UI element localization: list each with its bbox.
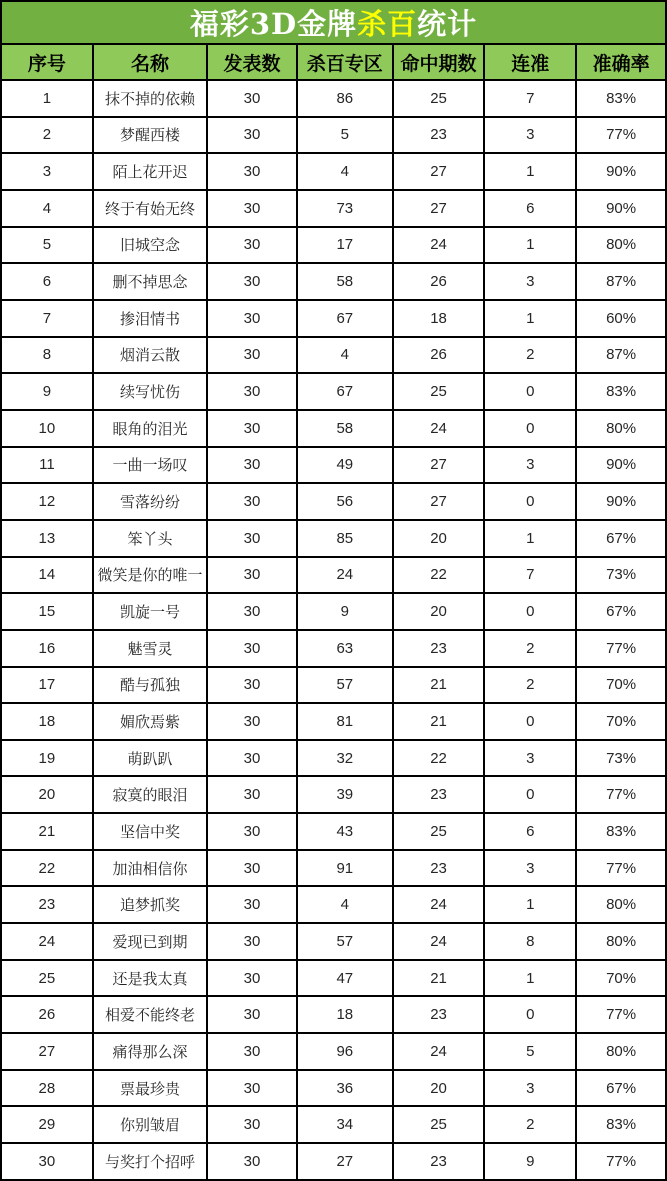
cell-hit-periods: 23 (393, 850, 485, 887)
cell-kill-hundred-zone: 27 (297, 1143, 393, 1180)
cell-accuracy: 83% (576, 1106, 666, 1143)
cell-hit-periods: 21 (393, 667, 485, 704)
cell-index: 5 (1, 227, 93, 264)
cell-accuracy: 77% (576, 117, 666, 154)
cell-hit-periods: 25 (393, 1106, 485, 1143)
cell-name: 梦醒西楼 (93, 117, 207, 154)
cell-index: 20 (1, 776, 93, 813)
cell-hit-periods: 18 (393, 300, 485, 337)
cell-index: 15 (1, 593, 93, 630)
table-row (1, 483, 666, 520)
cell-consecutive-hits: 0 (484, 996, 576, 1033)
cell-kill-hundred-zone: 17 (297, 227, 393, 264)
table-row (1, 373, 666, 410)
cell-published-count: 30 (207, 447, 297, 484)
table-row (1, 227, 666, 264)
cell-published-count: 30 (207, 850, 297, 887)
cell-consecutive-hits: 3 (484, 447, 576, 484)
cell-index: 25 (1, 960, 93, 997)
cell-published-count: 30 (207, 520, 297, 557)
cell-consecutive-hits: 1 (484, 960, 576, 997)
cell-index: 9 (1, 373, 93, 410)
title-suffix: 统计 (417, 7, 478, 41)
cell-index: 22 (1, 850, 93, 887)
table-row (1, 520, 666, 557)
cell-index: 24 (1, 923, 93, 960)
cell-kill-hundred-zone: 63 (297, 630, 393, 667)
cell-accuracy: 67% (576, 1070, 666, 1107)
cell-kill-hundred-zone: 49 (297, 447, 393, 484)
cell-published-count: 30 (207, 703, 297, 740)
cell-index: 23 (1, 886, 93, 923)
table-row (1, 337, 666, 374)
cell-published-count: 30 (207, 593, 297, 630)
cell-name: 加油相信你 (93, 850, 207, 887)
cell-consecutive-hits: 0 (484, 410, 576, 447)
cell-consecutive-hits: 3 (484, 1070, 576, 1107)
cell-kill-hundred-zone: 43 (297, 813, 393, 850)
table-row (1, 1033, 666, 1070)
cell-published-count: 30 (207, 300, 297, 337)
cell-hit-periods: 22 (393, 740, 485, 777)
cell-accuracy: 60% (576, 300, 666, 337)
cell-name: 媚欣焉紫 (93, 703, 207, 740)
cell-published-count: 30 (207, 557, 297, 594)
column-header-accuracy: 准确率 (576, 44, 666, 80)
cell-name: 凯旋一号 (93, 593, 207, 630)
column-header-published-count: 发表数 (207, 44, 297, 80)
cell-index: 2 (1, 117, 93, 154)
cell-accuracy: 73% (576, 740, 666, 777)
cell-consecutive-hits: 3 (484, 263, 576, 300)
cell-accuracy: 73% (576, 557, 666, 594)
cell-published-count: 30 (207, 813, 297, 850)
cell-accuracy: 77% (576, 776, 666, 813)
cell-name: 魅雪灵 (93, 630, 207, 667)
cell-hit-periods: 24 (393, 923, 485, 960)
cell-hit-periods: 27 (393, 447, 485, 484)
cell-index: 8 (1, 337, 93, 374)
cell-published-count: 30 (207, 740, 297, 777)
cell-kill-hundred-zone: 57 (297, 667, 393, 704)
cell-kill-hundred-zone: 32 (297, 740, 393, 777)
table-row (1, 776, 666, 813)
cell-consecutive-hits: 8 (484, 923, 576, 960)
cell-published-count: 30 (207, 1143, 297, 1180)
cell-consecutive-hits: 6 (484, 190, 576, 227)
cell-consecutive-hits: 3 (484, 117, 576, 154)
cell-name: 笨丫头 (93, 520, 207, 557)
cell-published-count: 30 (207, 667, 297, 704)
cell-published-count: 30 (207, 483, 297, 520)
table-row (1, 667, 666, 704)
table-row (1, 300, 666, 337)
cell-index: 30 (1, 1143, 93, 1180)
cell-kill-hundred-zone: 34 (297, 1106, 393, 1143)
cell-accuracy: 90% (576, 447, 666, 484)
column-header-row (1, 44, 666, 80)
cell-name: 还是我太真 (93, 960, 207, 997)
column-header-kill-hundred-zone: 杀百专区 (297, 44, 393, 80)
cell-name: 票最珍贵 (93, 1070, 207, 1107)
table-row (1, 593, 666, 630)
cell-hit-periods: 23 (393, 117, 485, 154)
cell-published-count: 30 (207, 923, 297, 960)
column-header-index: 序号 (1, 44, 93, 80)
cell-kill-hundred-zone: 58 (297, 410, 393, 447)
cell-kill-hundred-zone: 67 (297, 300, 393, 337)
cell-kill-hundred-zone: 58 (297, 263, 393, 300)
table-row (1, 1070, 666, 1107)
cell-hit-periods: 20 (393, 520, 485, 557)
cell-published-count: 30 (207, 1070, 297, 1107)
cell-hit-periods: 26 (393, 337, 485, 374)
cell-consecutive-hits: 2 (484, 630, 576, 667)
cell-name: 眼角的泪光 (93, 410, 207, 447)
cell-index: 11 (1, 447, 93, 484)
cell-index: 28 (1, 1070, 93, 1107)
cell-accuracy: 83% (576, 813, 666, 850)
cell-published-count: 30 (207, 960, 297, 997)
table-row (1, 1143, 666, 1180)
cell-published-count: 30 (207, 153, 297, 190)
table-row (1, 410, 666, 447)
cell-name: 寂寞的眼泪 (93, 776, 207, 813)
table-row (1, 557, 666, 594)
cell-accuracy: 90% (576, 153, 666, 190)
cell-consecutive-hits: 0 (484, 776, 576, 813)
table-row (1, 850, 666, 887)
cell-accuracy: 80% (576, 1033, 666, 1070)
cell-index: 19 (1, 740, 93, 777)
cell-consecutive-hits: 2 (484, 337, 576, 374)
cell-name: 续写忧伤 (93, 373, 207, 410)
cell-index: 29 (1, 1106, 93, 1143)
cell-index: 21 (1, 813, 93, 850)
cell-kill-hundred-zone: 24 (297, 557, 393, 594)
table-row (1, 703, 666, 740)
cell-hit-periods: 24 (393, 886, 485, 923)
cell-accuracy: 80% (576, 227, 666, 264)
cell-index: 1 (1, 80, 93, 117)
cell-name: 爱现已到期 (93, 923, 207, 960)
cell-hit-periods: 21 (393, 703, 485, 740)
table-row (1, 886, 666, 923)
cell-consecutive-hits: 3 (484, 850, 576, 887)
cell-index: 6 (1, 263, 93, 300)
table-row (1, 80, 666, 117)
cell-kill-hundred-zone: 47 (297, 960, 393, 997)
cell-consecutive-hits: 0 (484, 483, 576, 520)
cell-published-count: 30 (207, 227, 297, 264)
cell-consecutive-hits: 5 (484, 1033, 576, 1070)
cell-accuracy: 77% (576, 630, 666, 667)
cell-name: 删不掉思念 (93, 263, 207, 300)
cell-published-count: 30 (207, 1033, 297, 1070)
cell-name: 终于有始无终 (93, 190, 207, 227)
cell-hit-periods: 25 (393, 80, 485, 117)
cell-consecutive-hits: 9 (484, 1143, 576, 1180)
cell-hit-periods: 25 (393, 813, 485, 850)
cell-name: 酷与孤独 (93, 667, 207, 704)
cell-hit-periods: 24 (393, 1033, 485, 1070)
cell-consecutive-hits: 7 (484, 80, 576, 117)
table-row (1, 190, 666, 227)
cell-consecutive-hits: 1 (484, 300, 576, 337)
cell-accuracy: 90% (576, 483, 666, 520)
cell-kill-hundred-zone: 4 (297, 153, 393, 190)
cell-consecutive-hits: 6 (484, 813, 576, 850)
cell-hit-periods: 27 (393, 483, 485, 520)
cell-hit-periods: 23 (393, 776, 485, 813)
cell-name: 旧城空念 (93, 227, 207, 264)
cell-published-count: 30 (207, 410, 297, 447)
cell-hit-periods: 22 (393, 557, 485, 594)
cell-hit-periods: 20 (393, 1070, 485, 1107)
cell-name: 萌趴趴 (93, 740, 207, 777)
cell-name: 痛得那么深 (93, 1033, 207, 1070)
cell-consecutive-hits: 1 (484, 520, 576, 557)
cell-kill-hundred-zone: 96 (297, 1033, 393, 1070)
cell-published-count: 30 (207, 80, 297, 117)
cell-hit-periods: 23 (393, 1143, 485, 1180)
table-row (1, 813, 666, 850)
cell-kill-hundred-zone: 56 (297, 483, 393, 520)
table-row (1, 960, 666, 997)
cell-name: 陌上花开迟 (93, 153, 207, 190)
cell-hit-periods: 23 (393, 630, 485, 667)
title-highlight: 杀百 (357, 7, 418, 41)
table-row (1, 923, 666, 960)
cell-kill-hundred-zone: 4 (297, 337, 393, 374)
cell-name: 追梦抓奖 (93, 886, 207, 923)
table-row (1, 1106, 666, 1143)
cell-name: 坚信中奖 (93, 813, 207, 850)
cell-hit-periods: 24 (393, 410, 485, 447)
column-header-consecutive-hits: 连准 (484, 44, 576, 80)
cell-index: 26 (1, 996, 93, 1033)
title-prefix: 福彩3D金牌 (189, 7, 358, 41)
cell-published-count: 30 (207, 337, 297, 374)
cell-name: 抹不掉的依赖 (93, 80, 207, 117)
table-row (1, 630, 666, 667)
cell-published-count: 30 (207, 886, 297, 923)
cell-kill-hundred-zone: 36 (297, 1070, 393, 1107)
cell-consecutive-hits: 0 (484, 593, 576, 630)
cell-consecutive-hits: 1 (484, 227, 576, 264)
cell-published-count: 30 (207, 190, 297, 227)
cell-index: 10 (1, 410, 93, 447)
cell-accuracy: 83% (576, 373, 666, 410)
cell-name: 你别皱眉 (93, 1106, 207, 1143)
cell-index: 14 (1, 557, 93, 594)
cell-index: 12 (1, 483, 93, 520)
cell-consecutive-hits: 1 (484, 153, 576, 190)
table-body (1, 80, 666, 1180)
cell-index: 3 (1, 153, 93, 190)
table-row (1, 447, 666, 484)
cell-consecutive-hits: 1 (484, 886, 576, 923)
cell-index: 27 (1, 1033, 93, 1070)
cell-kill-hundred-zone: 4 (297, 886, 393, 923)
cell-accuracy: 80% (576, 410, 666, 447)
cell-consecutive-hits: 7 (484, 557, 576, 594)
cell-consecutive-hits: 0 (484, 373, 576, 410)
cell-published-count: 30 (207, 630, 297, 667)
cell-index: 17 (1, 667, 93, 704)
cell-kill-hundred-zone: 73 (297, 190, 393, 227)
cell-index: 18 (1, 703, 93, 740)
table-row (1, 153, 666, 190)
column-header-name: 名称 (93, 44, 207, 80)
cell-index: 13 (1, 520, 93, 557)
table-row (1, 263, 666, 300)
cell-hit-periods: 20 (393, 593, 485, 630)
cell-accuracy: 80% (576, 923, 666, 960)
cell-accuracy: 70% (576, 960, 666, 997)
cell-name: 一曲一场叹 (93, 447, 207, 484)
cell-accuracy: 67% (576, 593, 666, 630)
cell-name: 相爱不能终老 (93, 996, 207, 1033)
cell-kill-hundred-zone: 81 (297, 703, 393, 740)
cell-kill-hundred-zone: 5 (297, 117, 393, 154)
cell-name: 掺泪情书 (93, 300, 207, 337)
cell-index: 16 (1, 630, 93, 667)
title-bar (1, 1, 666, 44)
cell-hit-periods: 23 (393, 996, 485, 1033)
cell-consecutive-hits: 0 (484, 703, 576, 740)
cell-kill-hundred-zone: 85 (297, 520, 393, 557)
cell-kill-hundred-zone: 86 (297, 80, 393, 117)
cell-name: 微笑是你的唯一 (93, 557, 207, 594)
column-header-hit-periods: 命中期数 (393, 44, 485, 80)
cell-hit-periods: 25 (393, 373, 485, 410)
cell-published-count: 30 (207, 996, 297, 1033)
cell-accuracy: 90% (576, 190, 666, 227)
cell-kill-hundred-zone: 39 (297, 776, 393, 813)
table-row (1, 996, 666, 1033)
cell-accuracy: 77% (576, 850, 666, 887)
cell-name: 与奖打个招呼 (93, 1143, 207, 1180)
cell-consecutive-hits: 2 (484, 1106, 576, 1143)
cell-kill-hundred-zone: 57 (297, 923, 393, 960)
cell-hit-periods: 24 (393, 227, 485, 264)
cell-published-count: 30 (207, 263, 297, 300)
cell-accuracy: 77% (576, 996, 666, 1033)
cell-consecutive-hits: 2 (484, 667, 576, 704)
cell-accuracy: 67% (576, 520, 666, 557)
cell-hit-periods: 21 (393, 960, 485, 997)
cell-accuracy: 77% (576, 1143, 666, 1180)
cell-hit-periods: 26 (393, 263, 485, 300)
cell-hit-periods: 27 (393, 190, 485, 227)
cell-name: 烟消云散 (93, 337, 207, 374)
cell-kill-hundred-zone: 9 (297, 593, 393, 630)
cell-kill-hundred-zone: 67 (297, 373, 393, 410)
table-row (1, 740, 666, 777)
cell-index: 4 (1, 190, 93, 227)
cell-published-count: 30 (207, 1106, 297, 1143)
page-title (1, 1, 666, 44)
cell-index: 7 (1, 300, 93, 337)
cell-published-count: 30 (207, 373, 297, 410)
cell-accuracy: 87% (576, 337, 666, 374)
table-row (1, 117, 666, 154)
cell-accuracy: 80% (576, 886, 666, 923)
cell-kill-hundred-zone: 18 (297, 996, 393, 1033)
cell-accuracy: 83% (576, 80, 666, 117)
cell-hit-periods: 27 (393, 153, 485, 190)
cell-published-count: 30 (207, 776, 297, 813)
cell-accuracy: 70% (576, 703, 666, 740)
cell-accuracy: 70% (576, 667, 666, 704)
cell-published-count: 30 (207, 117, 297, 154)
cell-consecutive-hits: 3 (484, 740, 576, 777)
cell-accuracy: 87% (576, 263, 666, 300)
cell-name: 雪落纷纷 (93, 483, 207, 520)
cell-kill-hundred-zone: 91 (297, 850, 393, 887)
